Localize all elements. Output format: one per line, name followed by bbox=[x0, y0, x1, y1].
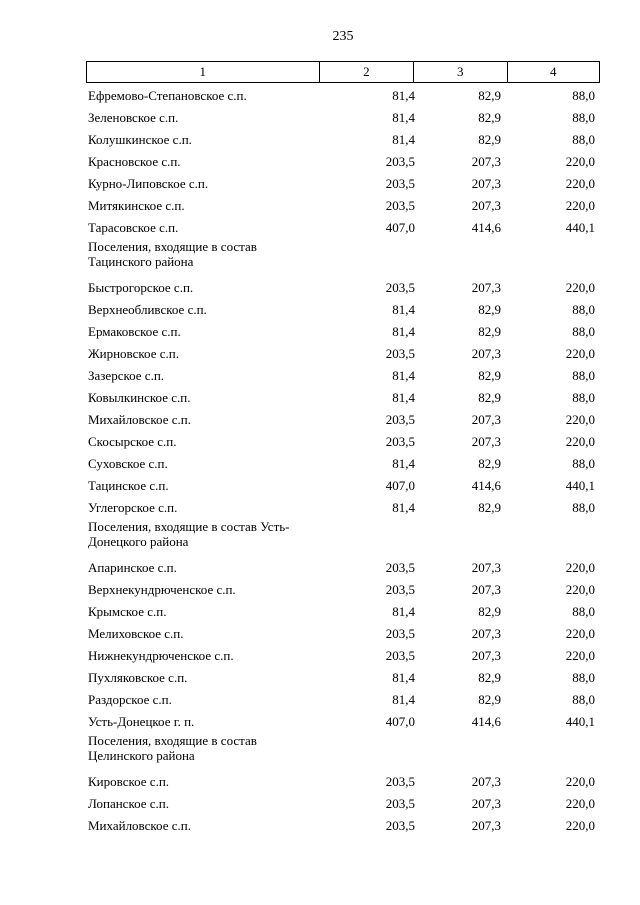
value-col-4: 88,0 bbox=[572, 500, 595, 515]
settlement-name: Тацинское с.п. bbox=[88, 478, 169, 493]
value-col-2: 203,5 bbox=[385, 412, 415, 427]
value-col-3: 207,3 bbox=[471, 176, 501, 191]
settlement-name: Нижнекундрюченское с.п. bbox=[88, 648, 234, 663]
value-col-2: 81,4 bbox=[392, 132, 415, 147]
table-row bbox=[86, 277, 600, 299]
value-col-2: 203,5 bbox=[385, 626, 415, 641]
value-col-4: 220,0 bbox=[565, 648, 595, 663]
value-col-4: 220,0 bbox=[565, 774, 595, 789]
settlement-name: Кировское с.п. bbox=[88, 774, 170, 789]
value-col-3: 82,9 bbox=[478, 88, 501, 103]
settlement-name: Красновское с.п. bbox=[88, 154, 181, 169]
settlement-name: Михайловское с.п. bbox=[88, 412, 191, 427]
table-row bbox=[86, 217, 600, 239]
column-header-2: 2 bbox=[319, 62, 413, 83]
value-col-3: 414,6 bbox=[471, 220, 501, 235]
value-col-2: 203,5 bbox=[385, 176, 415, 191]
value-col-4: 88,0 bbox=[572, 88, 595, 103]
value-col-4: 220,0 bbox=[565, 434, 595, 449]
group-heading: Поселения, входящие в состав Тацинского района bbox=[88, 239, 257, 269]
table-row bbox=[86, 129, 600, 151]
value-col-3: 414,6 bbox=[471, 714, 501, 729]
group-heading: Поселения, входящие в состав Усть-Донецкого района bbox=[88, 519, 290, 549]
value-col-2: 203,5 bbox=[385, 774, 415, 789]
table-header bbox=[86, 61, 600, 83]
value-col-2: 81,4 bbox=[392, 604, 415, 619]
value-col-4: 88,0 bbox=[572, 132, 595, 147]
table-row bbox=[86, 107, 600, 129]
value-col-3: 82,9 bbox=[478, 324, 501, 339]
value-col-3: 207,3 bbox=[471, 412, 501, 427]
value-col-4: 88,0 bbox=[572, 324, 595, 339]
settlement-name: Лопанское с.п. bbox=[88, 796, 170, 811]
settlement-name: Раздорское с.п. bbox=[88, 692, 172, 707]
settlement-name: Михайловское с.п. bbox=[88, 818, 191, 833]
value-col-2: 81,4 bbox=[392, 88, 415, 103]
value-col-3: 82,9 bbox=[478, 604, 501, 619]
value-col-3: 207,3 bbox=[471, 582, 501, 597]
value-col-3: 207,3 bbox=[471, 154, 501, 169]
settlement-name: Суховское с.п. bbox=[88, 456, 168, 471]
value-col-2: 407,0 bbox=[385, 478, 415, 493]
settlement-name: Быстрогорское с.п. bbox=[88, 280, 194, 295]
value-col-2: 81,4 bbox=[392, 390, 415, 405]
value-col-3: 207,3 bbox=[471, 434, 501, 449]
table-row bbox=[86, 343, 600, 365]
value-col-2: 81,4 bbox=[392, 302, 415, 317]
table-row bbox=[86, 623, 600, 645]
value-col-3: 207,3 bbox=[471, 198, 501, 213]
value-col-4: 220,0 bbox=[565, 560, 595, 575]
settlement-name: Курно-Липовское с.п. bbox=[88, 176, 209, 191]
table-row bbox=[86, 365, 600, 387]
table-row bbox=[86, 689, 600, 711]
value-col-3: 82,9 bbox=[478, 368, 501, 383]
column-header-4: 4 bbox=[507, 62, 600, 83]
value-col-3: 207,3 bbox=[471, 626, 501, 641]
table-body bbox=[86, 85, 600, 837]
value-col-3: 82,9 bbox=[478, 390, 501, 405]
table-row bbox=[86, 321, 600, 343]
value-col-3: 414,6 bbox=[471, 478, 501, 493]
settlement-name: Пухляковское с.п. bbox=[88, 670, 188, 685]
value-col-4: 88,0 bbox=[572, 110, 595, 125]
value-col-2: 81,4 bbox=[392, 692, 415, 707]
settlement-name: Ковылкинское с.п. bbox=[88, 390, 191, 405]
value-col-4: 88,0 bbox=[572, 604, 595, 619]
settlement-name: Митякинское с.п. bbox=[88, 198, 185, 213]
value-col-4: 220,0 bbox=[565, 154, 595, 169]
value-col-2: 203,5 bbox=[385, 280, 415, 295]
table-row bbox=[86, 173, 600, 195]
value-col-2: 203,5 bbox=[385, 560, 415, 575]
value-col-2: 81,4 bbox=[392, 500, 415, 515]
column-header-1: 1 bbox=[87, 62, 320, 83]
settlement-name: Крымское с.п. bbox=[88, 604, 167, 619]
value-col-4: 220,0 bbox=[565, 280, 595, 295]
value-col-3: 82,9 bbox=[478, 692, 501, 707]
settlement-name: Усть-Донецкое г. п. bbox=[88, 714, 195, 729]
value-col-4: 220,0 bbox=[565, 346, 595, 361]
settlement-name: Ермаковское с.п. bbox=[88, 324, 181, 339]
value-col-3: 207,3 bbox=[471, 818, 501, 833]
value-col-2: 81,4 bbox=[392, 368, 415, 383]
group-heading: Поселения, входящие в состав Целинского района bbox=[88, 733, 257, 763]
table-row bbox=[86, 601, 600, 623]
value-col-4: 88,0 bbox=[572, 368, 595, 383]
settlement-name: Колушкинское с.п. bbox=[88, 132, 192, 147]
value-col-3: 207,3 bbox=[471, 774, 501, 789]
table-row bbox=[86, 667, 600, 689]
value-col-2: 203,5 bbox=[385, 796, 415, 811]
table-row bbox=[86, 299, 600, 321]
settlement-name: Зеленовское с.п. bbox=[88, 110, 179, 125]
value-col-2: 203,5 bbox=[385, 818, 415, 833]
value-col-4: 220,0 bbox=[565, 818, 595, 833]
table-row bbox=[86, 711, 600, 733]
value-col-4: 220,0 bbox=[565, 176, 595, 191]
value-col-4: 88,0 bbox=[572, 302, 595, 317]
group-heading-row bbox=[86, 239, 600, 277]
settlement-name: Верхнеобливское с.п. bbox=[88, 302, 207, 317]
page-number: 235 bbox=[332, 29, 354, 44]
settlement-name: Ефремово-Степановское с.п. bbox=[88, 88, 247, 103]
value-col-3: 82,9 bbox=[478, 500, 501, 515]
settlement-name: Зазерское с.п. bbox=[88, 368, 165, 383]
value-col-3: 207,3 bbox=[471, 796, 501, 811]
value-col-2: 81,4 bbox=[392, 456, 415, 471]
value-col-3: 82,9 bbox=[478, 132, 501, 147]
value-col-2: 203,5 bbox=[385, 582, 415, 597]
table-row bbox=[86, 195, 600, 217]
settlement-name: Мелиховское с.п. bbox=[88, 626, 184, 641]
value-col-4: 220,0 bbox=[565, 412, 595, 427]
value-col-4: 220,0 bbox=[565, 626, 595, 641]
table-row bbox=[86, 579, 600, 601]
settlement-name: Скосырское с.п. bbox=[88, 434, 177, 449]
value-col-2: 203,5 bbox=[385, 648, 415, 663]
value-col-4: 220,0 bbox=[565, 796, 595, 811]
table-row bbox=[86, 645, 600, 667]
value-col-3: 207,3 bbox=[471, 560, 501, 575]
value-col-2: 81,4 bbox=[392, 670, 415, 685]
value-col-3: 207,3 bbox=[471, 280, 501, 295]
table-row bbox=[86, 475, 600, 497]
group-heading-row bbox=[86, 733, 600, 771]
table-row bbox=[86, 557, 600, 579]
settlement-name: Тарасовское с.п. bbox=[88, 220, 179, 235]
table-row bbox=[86, 431, 600, 453]
value-col-2: 407,0 bbox=[385, 220, 415, 235]
value-col-2: 203,5 bbox=[385, 434, 415, 449]
table-row bbox=[86, 453, 600, 475]
table-row bbox=[86, 793, 600, 815]
value-col-4: 440,1 bbox=[565, 478, 595, 493]
value-col-3: 82,9 bbox=[478, 110, 501, 125]
settlement-name: Углегорское с.п. bbox=[88, 500, 178, 515]
value-col-2: 203,5 bbox=[385, 154, 415, 169]
table-row bbox=[86, 85, 600, 107]
value-col-4: 88,0 bbox=[572, 456, 595, 471]
value-col-2: 203,5 bbox=[385, 198, 415, 213]
table-row bbox=[86, 151, 600, 173]
value-col-3: 207,3 bbox=[471, 346, 501, 361]
value-col-4: 88,0 bbox=[572, 692, 595, 707]
value-col-2: 81,4 bbox=[392, 110, 415, 125]
value-col-4: 220,0 bbox=[565, 582, 595, 597]
table-row bbox=[86, 387, 600, 409]
table-row bbox=[86, 497, 600, 519]
settlement-name: Верхнекундрюченское с.п. bbox=[88, 582, 236, 597]
value-col-2: 407,0 bbox=[385, 714, 415, 729]
value-col-3: 82,9 bbox=[478, 670, 501, 685]
value-col-3: 82,9 bbox=[478, 456, 501, 471]
group-heading-row bbox=[86, 519, 600, 557]
value-col-4: 88,0 bbox=[572, 390, 595, 405]
value-col-4: 440,1 bbox=[565, 714, 595, 729]
value-col-2: 81,4 bbox=[392, 324, 415, 339]
value-col-4: 220,0 bbox=[565, 198, 595, 213]
table-row bbox=[86, 409, 600, 431]
table-row bbox=[86, 815, 600, 837]
value-col-4: 440,1 bbox=[565, 220, 595, 235]
value-col-2: 203,5 bbox=[385, 346, 415, 361]
value-col-3: 82,9 bbox=[478, 302, 501, 317]
settlement-name: Апаринское с.п. bbox=[88, 560, 177, 575]
value-col-3: 207,3 bbox=[471, 648, 501, 663]
column-header-3: 3 bbox=[414, 62, 507, 83]
value-col-4: 88,0 bbox=[572, 670, 595, 685]
settlement-name: Жирновское с.п. bbox=[88, 346, 179, 361]
table-row bbox=[86, 771, 600, 793]
